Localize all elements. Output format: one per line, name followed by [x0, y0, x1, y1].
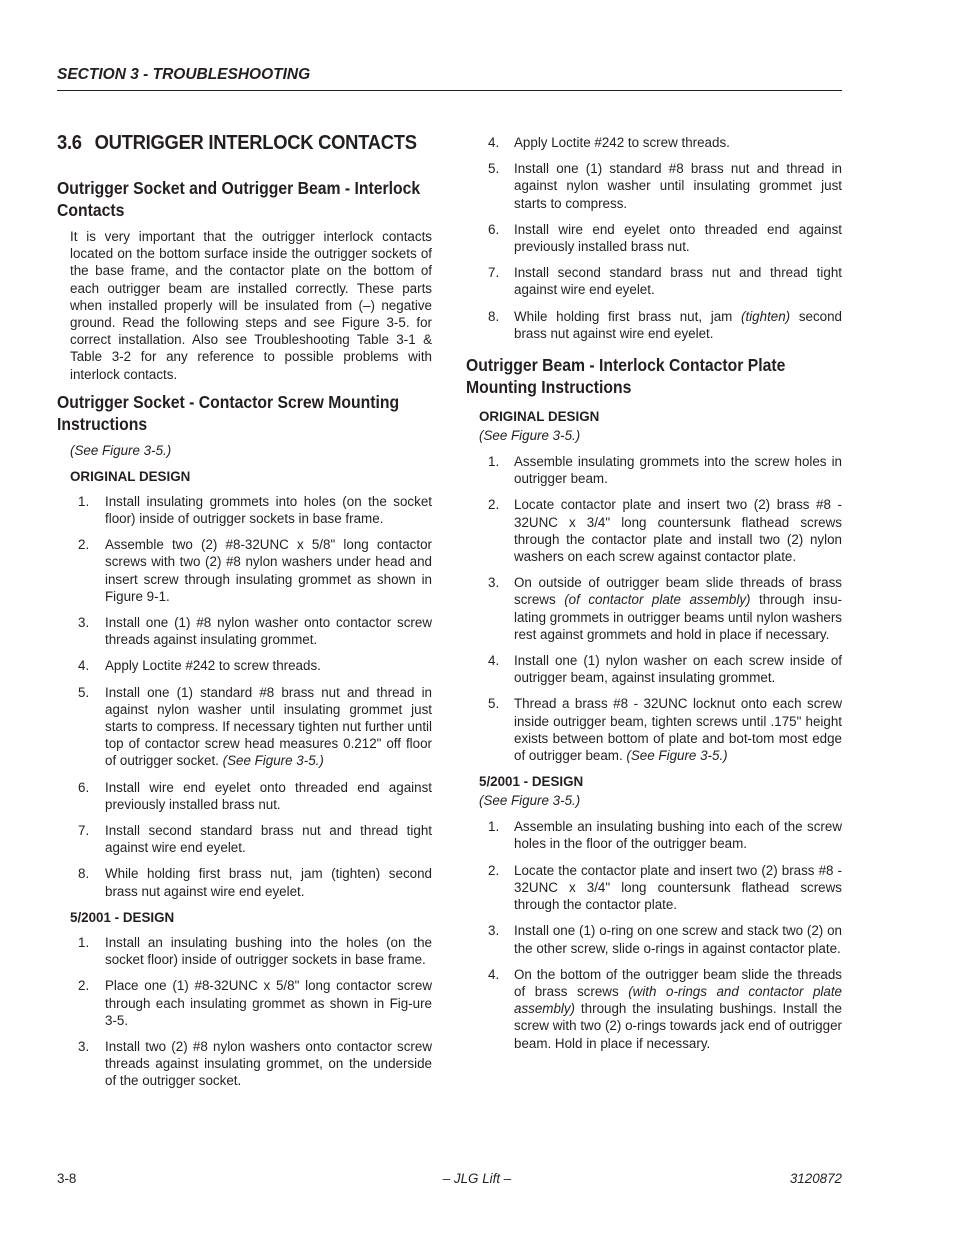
- list-item: 8. While holding first brass nut, jam (tighten) second brass nut against wire end eyelet.: [488, 308, 843, 341]
- beam-2001-steps: [466, 818, 842, 1051]
- design-2001-label: 5/2001 - DESIGN: [479, 774, 584, 790]
- design-2001-label: 5/2001 - DESIGN: [70, 909, 175, 925]
- figure-reference: (See Figure 3-5.): [479, 428, 581, 444]
- list-item: 1. Install insulating grommets into holes (on the socket floor) inside of outrigger sockets in base frame.: [78, 493, 432, 527]
- figure-reference: (See Figure 3-5.): [70, 442, 172, 458]
- list-item: 4. Apply Loctite #242 to screw threads.: [488, 135, 730, 150]
- section-title: OUTRIGGER INTERLOCK CONTACTS: [94, 132, 417, 154]
- header-rule: [57, 90, 842, 91]
- section-number: 3.6: [57, 132, 82, 154]
- list-item: 3. Install two (2) #8 nylon washers onto contactor screw threads against insulating grommet, on the underside of the outrigger socket.: [78, 1038, 432, 1089]
- list-item: 2. Assemble two (2) #8-32UNC x 5/8" long contactor screws with two (2) #8 nylon washers under head and insert screw through insulating grommet as shown in Figure 9-1.: [78, 537, 432, 604]
- list-item: 5. Install one (1) standard #8 brass nut and thread in against nylon washer until insulating grommet just starts to compress. If necessary tighten nut further until top of contactor screw head measures 0.212" off floor of outrigger socket. (See Figure 3-5.): [78, 684, 432, 769]
- list-item: 2. Locate contactor plate and insert two (2) brass #8 - 32UNC x 3/4" long countersunk flathead screws through the contactor plate and install two (2) nylon washers on each screw against contactor plate.: [488, 497, 842, 565]
- heading-beam-contactor-plate: Outrigger Beam - Interlock Contactor Plate Mounting Instructions: [466, 355, 786, 398]
- list-item: 6. Install wire end eyelet onto threaded end against previously installed brass nut.: [78, 779, 432, 812]
- list-item: 3. Install one (1) o-ring on one screw and stack two (2) on the other screw, slide o-rings in against contactor plate.: [488, 923, 842, 956]
- list-item: 7. Install second standard brass nut and thread tight against wire end eyelet.: [488, 265, 842, 298]
- footer-brand: – JLG Lift –: [442, 1171, 512, 1186]
- original-design-label: ORIGINAL DESIGN: [70, 468, 191, 484]
- list-item: 2. Place one (1) #8-32UNC x 5/8" long contactor screw through each insulating grommet as shown in Fig-ure 3-5.: [78, 978, 432, 1028]
- list-item: 5. Thread a brass #8 - 32UNC locknut onto each screw inside outrigger beam, tighten screws until .175" height exists between bottom of plate and bot-tom most edge of outrigger beam. (See Figure 3-5.): [488, 696, 842, 764]
- right-column: [466, 134, 842, 1061]
- list-item: 3. Install one (1) #8 nylon washer onto contactor screw threads against insulating grommet.: [78, 615, 432, 648]
- list-item: 7. Install second standard brass nut and thread tight against wire end eyelet.: [78, 823, 432, 856]
- document-number: 3120872: [789, 1171, 842, 1186]
- list-item: 1. Install an insulating bushing into the holes (on the socket floor) inside of outrigger sockets in base frame.: [78, 934, 432, 968]
- list-item: 4. Apply Loctite #242 to screw threads.: [78, 658, 321, 674]
- socket-2001-steps: [57, 934, 432, 1090]
- list-item: 6. Install wire end eyelet onto threaded end against previously installed brass nut.: [488, 221, 842, 255]
- figure-reference: (See Figure 3-5.): [479, 793, 581, 809]
- list-item: 4. On the bottom of the outrigger beam slide the threads of brass screws (with o-rings and contactor plate assembly) through the insulating bushings. Install the screw with two (2) o-rings towards jack end of outrigger beam. Hold in place if necessary.: [488, 966, 842, 1051]
- beam-original-steps: [466, 453, 842, 764]
- list-item: 8. While holding first brass nut, jam (tighten) second brass nut against wire end eyelet.: [78, 866, 432, 899]
- figure-reference: (See Figure 3-5.): [222, 753, 324, 769]
- heading-socket-beam-contacts: Outrigger Socket and Outrigger Beam - Interlock Contacts: [57, 178, 421, 220]
- list-item: 4. Install one (1) nylon washer on each screw inside of outrigger beam, against insulating grommet.: [488, 653, 842, 686]
- intro-paragraph: It is very important that the outrigger interlock contacts located on the bottom surface inside the outrigger sockets of the base frame, and the contactor plate on the bottom of each outrigger beam are installed correctly. These parts when installed properly will be insulated from (–) negative ground. Read the following steps and see Figure 3-5. for correct installation. Also see Troubleshooting Table 3-1 & Table 3-2 for any reference to possible problems with interlock contacts.: [70, 229, 432, 382]
- heading-socket-screw-mounting: Outrigger Socket - Contactor Screw Mounting Instructions: [57, 391, 400, 434]
- section-heading: [57, 132, 417, 155]
- list-item: 2. Locate the contactor plate and insert two (2) brass #8 - 32UNC x 3/4" long countersunk flathead screws through the contactor plate.: [488, 862, 842, 913]
- list-item: 1. Assemble insulating grommets into the screw holes in outrigger beam.: [488, 454, 842, 487]
- list-item: 3. On outside of outrigger beam slide threads of brass screws (of contactor plate assembly) through insu-lating grommets in outrigger beams until nylon washers rest against grommets and hold in place if necessary.: [488, 575, 842, 642]
- original-design-label: ORIGINAL DESIGN: [479, 409, 600, 425]
- list-item: 5. Install one (1) standard #8 brass nut and thread in against nylon washer until insulating grommet just starts to compress.: [488, 161, 842, 211]
- socket-2001-steps-continued: [466, 134, 842, 342]
- list-item: 1. Assemble an insulating bushing into each of the screw holes in the floor of the outrigger beam.: [488, 819, 842, 852]
- socket-original-steps: [57, 493, 432, 900]
- section-header: SECTION 3 - TROUBLESHOOTING: [57, 66, 311, 83]
- page-number: 3-8: [57, 1171, 77, 1186]
- left-column: [57, 132, 432, 1099]
